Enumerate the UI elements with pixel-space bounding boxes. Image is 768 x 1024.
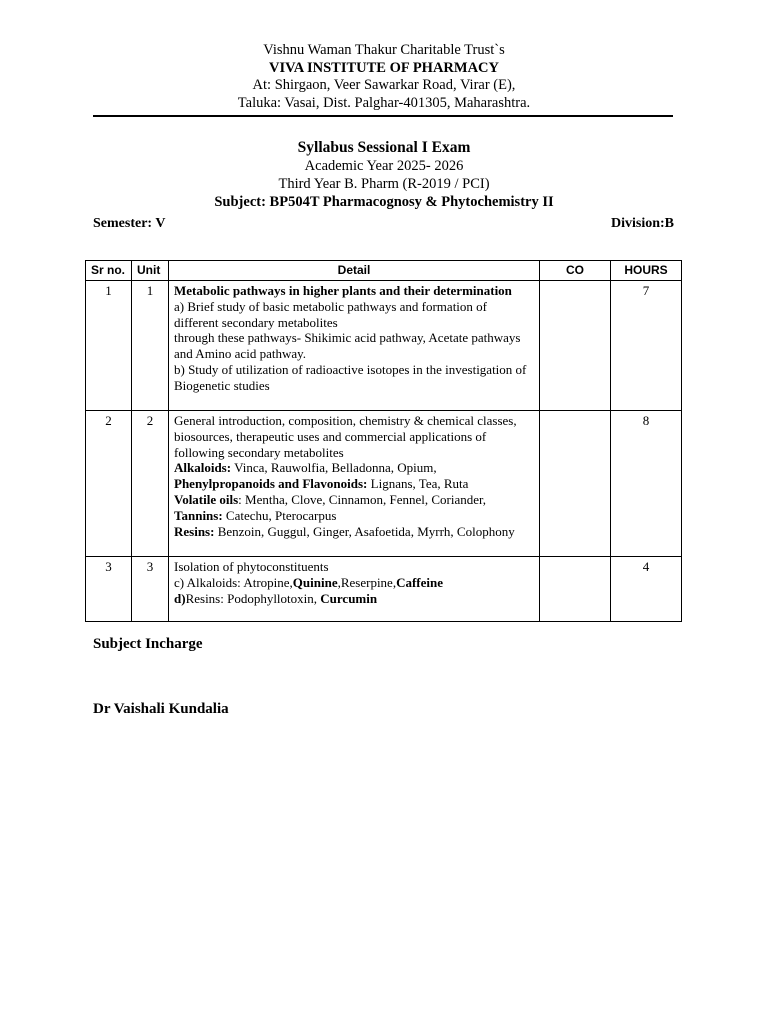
address-line-1: At: Shirgaon, Veer Sawarkar Road, Virar (E), (252, 77, 516, 93)
row-sr: 2 (86, 411, 132, 557)
header-divider (93, 115, 673, 117)
header-sr-no: Sr no. (86, 261, 132, 281)
table-row (86, 557, 682, 622)
row-unit: 1 (132, 281, 169, 411)
document-header (0, 42, 768, 112)
row-unit: 2 (132, 411, 169, 557)
tannins-label: Tannins: (174, 507, 223, 523)
row-sr: 1 (86, 281, 132, 411)
resins-list-text: Resins: Podophyllotoxin, (185, 590, 321, 606)
syllabus-table (85, 260, 682, 622)
header-detail: Detail (169, 261, 540, 281)
curcumin-text: Curcumin (320, 590, 378, 606)
table-row (86, 411, 682, 557)
row-detail (169, 411, 540, 557)
row-co (540, 281, 611, 411)
phenylpropanoids-label: Phenylpropanoids and Flavonoids: (174, 476, 368, 492)
detail-line (174, 591, 534, 607)
row-unit: 3 (132, 557, 169, 622)
table-row (86, 281, 682, 411)
detail-heading: Metabolic pathways in higher plants and their determination (174, 283, 512, 298)
row-co (540, 411, 611, 557)
detail-line (174, 476, 534, 492)
detail-line (174, 492, 534, 508)
subject-line: Subject: BP504T Pharmacognosy & Phytochemistry II (214, 194, 554, 210)
detail-line: a) Brief study of basic metabolic pathways and formation of different secondary metabolites (174, 298, 487, 330)
detail-line: through these pathways- Shikimic acid pathway, Acetate pathways and Amino acid pathway. (174, 330, 521, 362)
detail-line: b) Study of utilization of radioactive isotopes in the investigation of Biogenetic studies (174, 361, 527, 393)
detail-intro: General introduction, composition, chemistry & chemical classes, biosources, therapeutic uses and commercial applications of following secondary metabolites (174, 413, 517, 460)
row-hours: 4 (611, 557, 682, 622)
reserpine-text: ,Reserpine, (337, 574, 397, 590)
trust-name: Vishnu Waman Thakur Charitable Trust`s (263, 42, 505, 58)
row-hours: 8 (611, 411, 682, 557)
detail-line (174, 575, 534, 591)
row-hours: 7 (611, 281, 682, 411)
table-header-row (86, 261, 682, 281)
volatile-oils-text: : Mentha, Clove, Cinnamon, Fennel, Coriander, (238, 491, 487, 507)
alkaloids-label: Alkaloids: (174, 460, 232, 476)
volatile-oils-label: Volatile oils (174, 491, 239, 507)
institute-name: VIVA INSTITUTE OF PHARMACY (268, 59, 500, 76)
detail-line (174, 460, 534, 476)
quinine-text: Quinine (292, 574, 338, 590)
exam-info (0, 139, 768, 211)
header-co: CO (540, 261, 611, 281)
item-d-marker: d) (174, 590, 186, 606)
detail-line (174, 524, 534, 540)
semester-label: Semester: V (93, 216, 166, 231)
academic-year: Academic Year 2025- 2026 (304, 158, 464, 174)
alkaloid-list-start: c) Alkaloids: Atropine, (174, 574, 293, 590)
caffeine-text: Caffeine (396, 574, 444, 590)
address-line-2: Taluka: Vasai, Dist. Palghar-401305, Maharashtra. (237, 94, 531, 111)
incharge-name: Dr Vaishali Kundalia (93, 701, 229, 717)
resins-label: Resins: (174, 523, 215, 539)
alkaloids-text: Vinca, Rauwolfia, Belladonna, Opium, (231, 460, 437, 476)
detail-line: Isolation of phytoconstituents (174, 559, 329, 574)
row-detail (169, 557, 540, 622)
phenylpropanoids-text: Lignans, Tea, Ruta (367, 476, 469, 492)
header-unit: Unit (132, 261, 169, 281)
course-year: Third Year B. Pharm (R-2019 / PCI) (278, 176, 490, 192)
division-label: Division:B (610, 216, 674, 231)
row-detail (169, 281, 540, 411)
header-hours: HOURS (611, 261, 682, 281)
tannins-text: Catechu, Pterocarpus (222, 507, 337, 523)
row-sr: 3 (86, 557, 132, 622)
resins-text: Benzoin, Guggul, Ginger, Asafoetida, Myrrh, Colophony (214, 523, 515, 539)
exam-title: Syllabus Sessional I Exam (297, 139, 471, 156)
row-co (540, 557, 611, 622)
subject-incharge-label: Subject Incharge (93, 636, 203, 652)
detail-line (174, 508, 534, 524)
